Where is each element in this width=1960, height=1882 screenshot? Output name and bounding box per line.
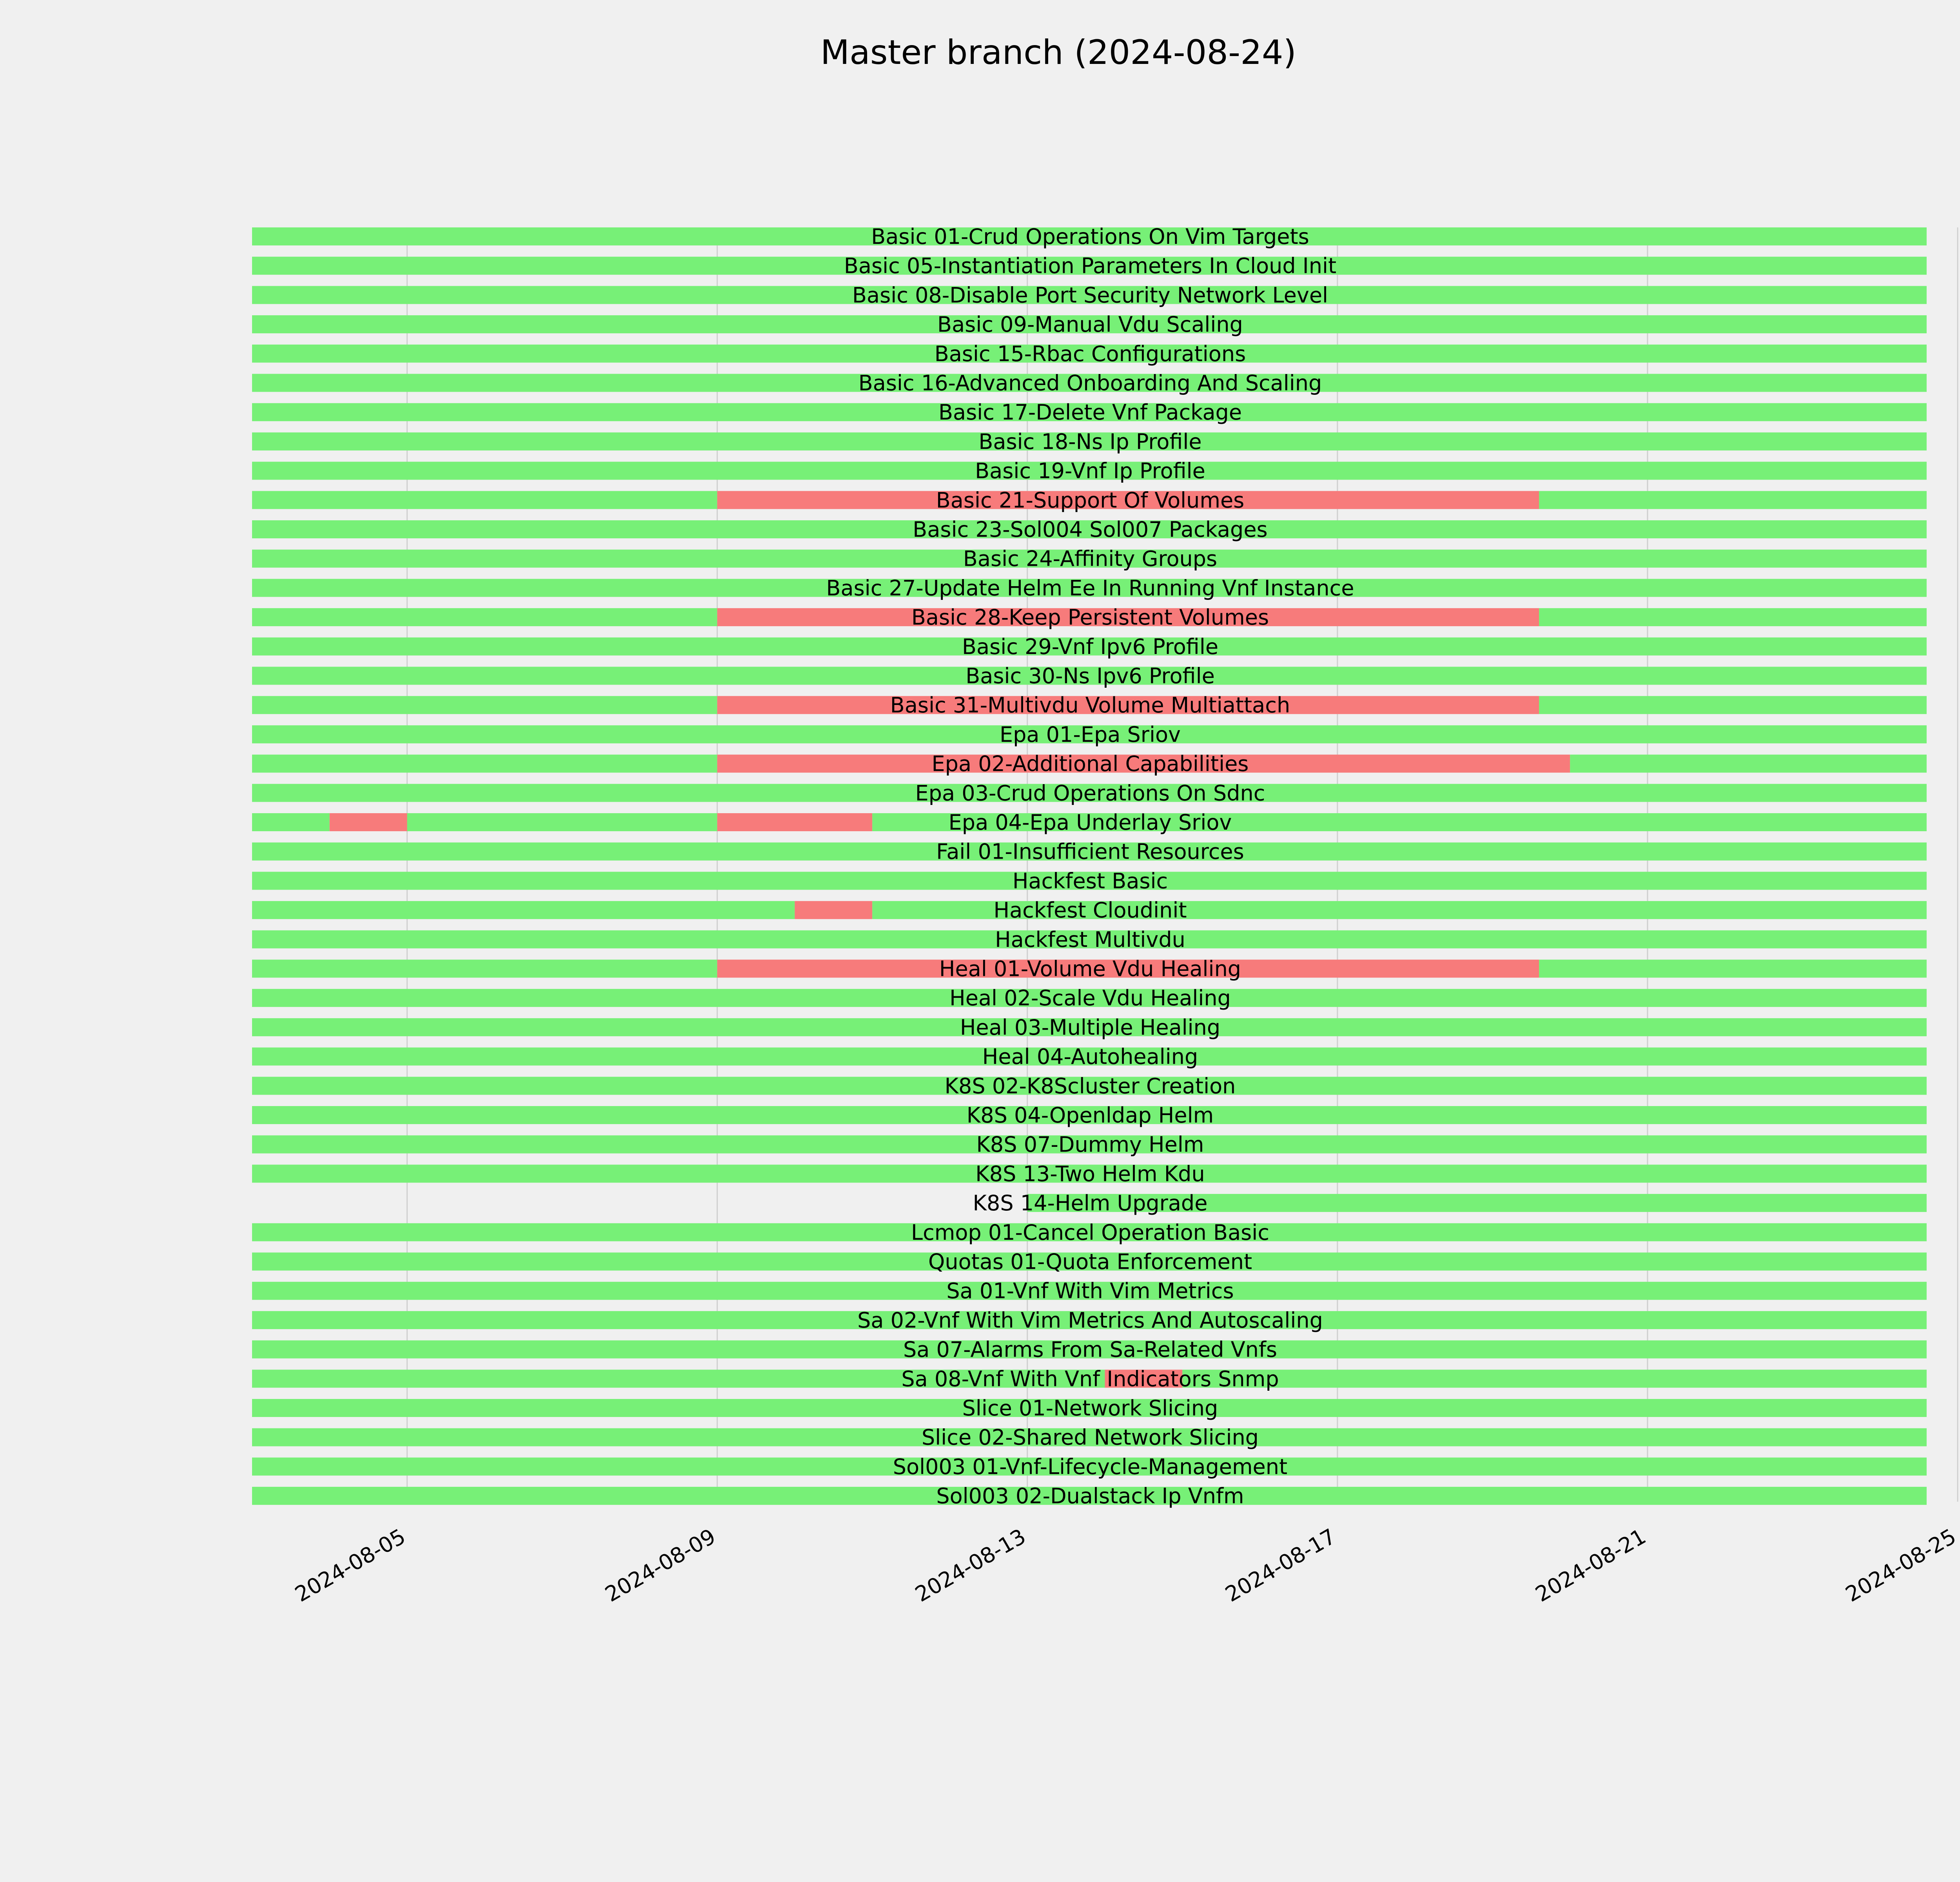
row-label: Basic 29-Vnf Ipv6 Profile — [962, 634, 1219, 659]
chart-title: Master branch (2024-08-24) — [820, 33, 1297, 72]
bar-segment-pass — [252, 696, 717, 714]
bar-segment-fail — [795, 901, 872, 919]
row-label: Sa 07-Alarms From Sa-Related Vnfs — [903, 1337, 1278, 1362]
row-label: Basic 15-Rbac Configurations — [934, 341, 1246, 366]
bar-segment-pass — [252, 813, 330, 831]
row-label: Fail 01-Insufficient Resources — [936, 839, 1244, 864]
row-label: Sa 08-Vnf With Vnf Indicators Snmp — [901, 1366, 1279, 1392]
row-label: Epa 02-Additional Capabilities — [931, 751, 1249, 776]
row-label: Heal 04-Autohealing — [982, 1044, 1198, 1069]
row-label: Heal 02-Scale Vdu Healing — [949, 986, 1231, 1011]
row-label: Hackfest Multivdu — [995, 927, 1185, 952]
row-label: Epa 03-Crud Operations On Sdnc — [915, 781, 1265, 806]
row-label: Sa 02-Vnf With Vim Metrics And Autoscaling — [857, 1308, 1323, 1333]
row-label: Sol003 01-Vnf-Lifecycle-Management — [893, 1454, 1288, 1479]
row-label: K8S 07-Dummy Helm — [976, 1132, 1204, 1157]
row-label: Basic 09-Manual Vdu Scaling — [937, 312, 1243, 337]
row-label: Basic 01-Crud Operations On Vim Targets — [871, 224, 1309, 249]
row-label: Epa 01-Epa Sriov — [1000, 722, 1181, 747]
row-label: Quotas 01-Quota Enforcement — [928, 1249, 1252, 1274]
x-tick-label: 2024-08-13 — [911, 1524, 1030, 1607]
row-label: Hackfest Basic — [1012, 868, 1168, 894]
bar-segment-pass — [407, 813, 717, 831]
row-label: Basic 16-Advanced Onboarding And Scaling — [858, 371, 1322, 396]
bar-segment-pass — [1539, 491, 1927, 509]
row-label: Basic 21-Support Of Volumes — [936, 488, 1245, 513]
row-label: Basic 17-Delete Vnf Package — [938, 400, 1242, 425]
row-label: Heal 01-Volume Vdu Healing — [939, 956, 1241, 981]
row-label: Slice 01-Network Slicing — [962, 1396, 1218, 1421]
bar-segment-pass — [252, 960, 717, 978]
row-label: Basic 23-Sol004 Sol007 Packages — [913, 517, 1268, 542]
x-tick-label: 2024-08-25 — [1841, 1524, 1960, 1607]
row-label: K8S 13-Two Helm Kdu — [975, 1161, 1205, 1186]
row-label: Basic 05-Instantiation Parameters In Cloud Init — [844, 253, 1337, 278]
row-label: Basic 19-Vnf Ip Profile — [975, 458, 1205, 483]
bar-segment-pass — [252, 491, 717, 509]
row-label: Heal 03-Multiple Healing — [960, 1015, 1221, 1040]
row-label: K8S 04-Openldap Helm — [966, 1103, 1214, 1128]
row-label: Basic 28-Keep Persistent Volumes — [911, 605, 1269, 630]
row-label: Basic 30-Ns Ipv6 Profile — [965, 663, 1215, 688]
row-label: Basic 08-Disable Port Security Network Level — [852, 283, 1328, 308]
bar-segment-pass — [1539, 608, 1927, 626]
row-label: Basic 24-Affinity Groups — [963, 546, 1218, 571]
row-label: Sa 01-Vnf With Vim Metrics — [946, 1279, 1234, 1304]
row-label: Hackfest Cloudinit — [993, 898, 1187, 923]
row-label: Basic 31-Multivdu Volume Multiattach — [890, 693, 1290, 718]
x-tick-label: 2024-08-17 — [1221, 1524, 1340, 1607]
x-tick-label: 2024-08-09 — [601, 1524, 720, 1607]
bar-segment-pass — [1570, 755, 1927, 773]
row-label: Epa 04-Epa Underlay Sriov — [948, 810, 1232, 835]
row-label: Basic 18-Ns Ip Profile — [978, 429, 1202, 454]
bar-segment-fail — [330, 813, 407, 831]
bar-segment-pass — [252, 755, 717, 773]
bar-segment-pass — [1539, 960, 1927, 978]
bar-segment-pass — [252, 901, 795, 919]
x-axis-ticks — [291, 1524, 1960, 1607]
bar-segment-fail — [717, 813, 873, 831]
row-label: Slice 02-Shared Network Slicing — [922, 1425, 1259, 1450]
row-label: K8S 14-Helm Upgrade — [973, 1191, 1208, 1216]
x-tick-label: 2024-08-05 — [290, 1524, 410, 1607]
x-tick-label: 2024-08-21 — [1531, 1524, 1650, 1607]
bar-segment-pass — [1539, 696, 1927, 714]
row-label: Sol003 02-Dualstack Ip Vnfm — [936, 1484, 1244, 1509]
bar-segment-pass — [252, 608, 717, 626]
row-label: K8S 02-K8Scluster Creation — [944, 1074, 1236, 1099]
row-label: Basic 27-Update Helm Ee In Running Vnf Instance — [826, 576, 1354, 601]
row-label: Lcmop 01-Cancel Operation Basic — [911, 1220, 1270, 1245]
bar-segment-pass — [1182, 1370, 1927, 1388]
